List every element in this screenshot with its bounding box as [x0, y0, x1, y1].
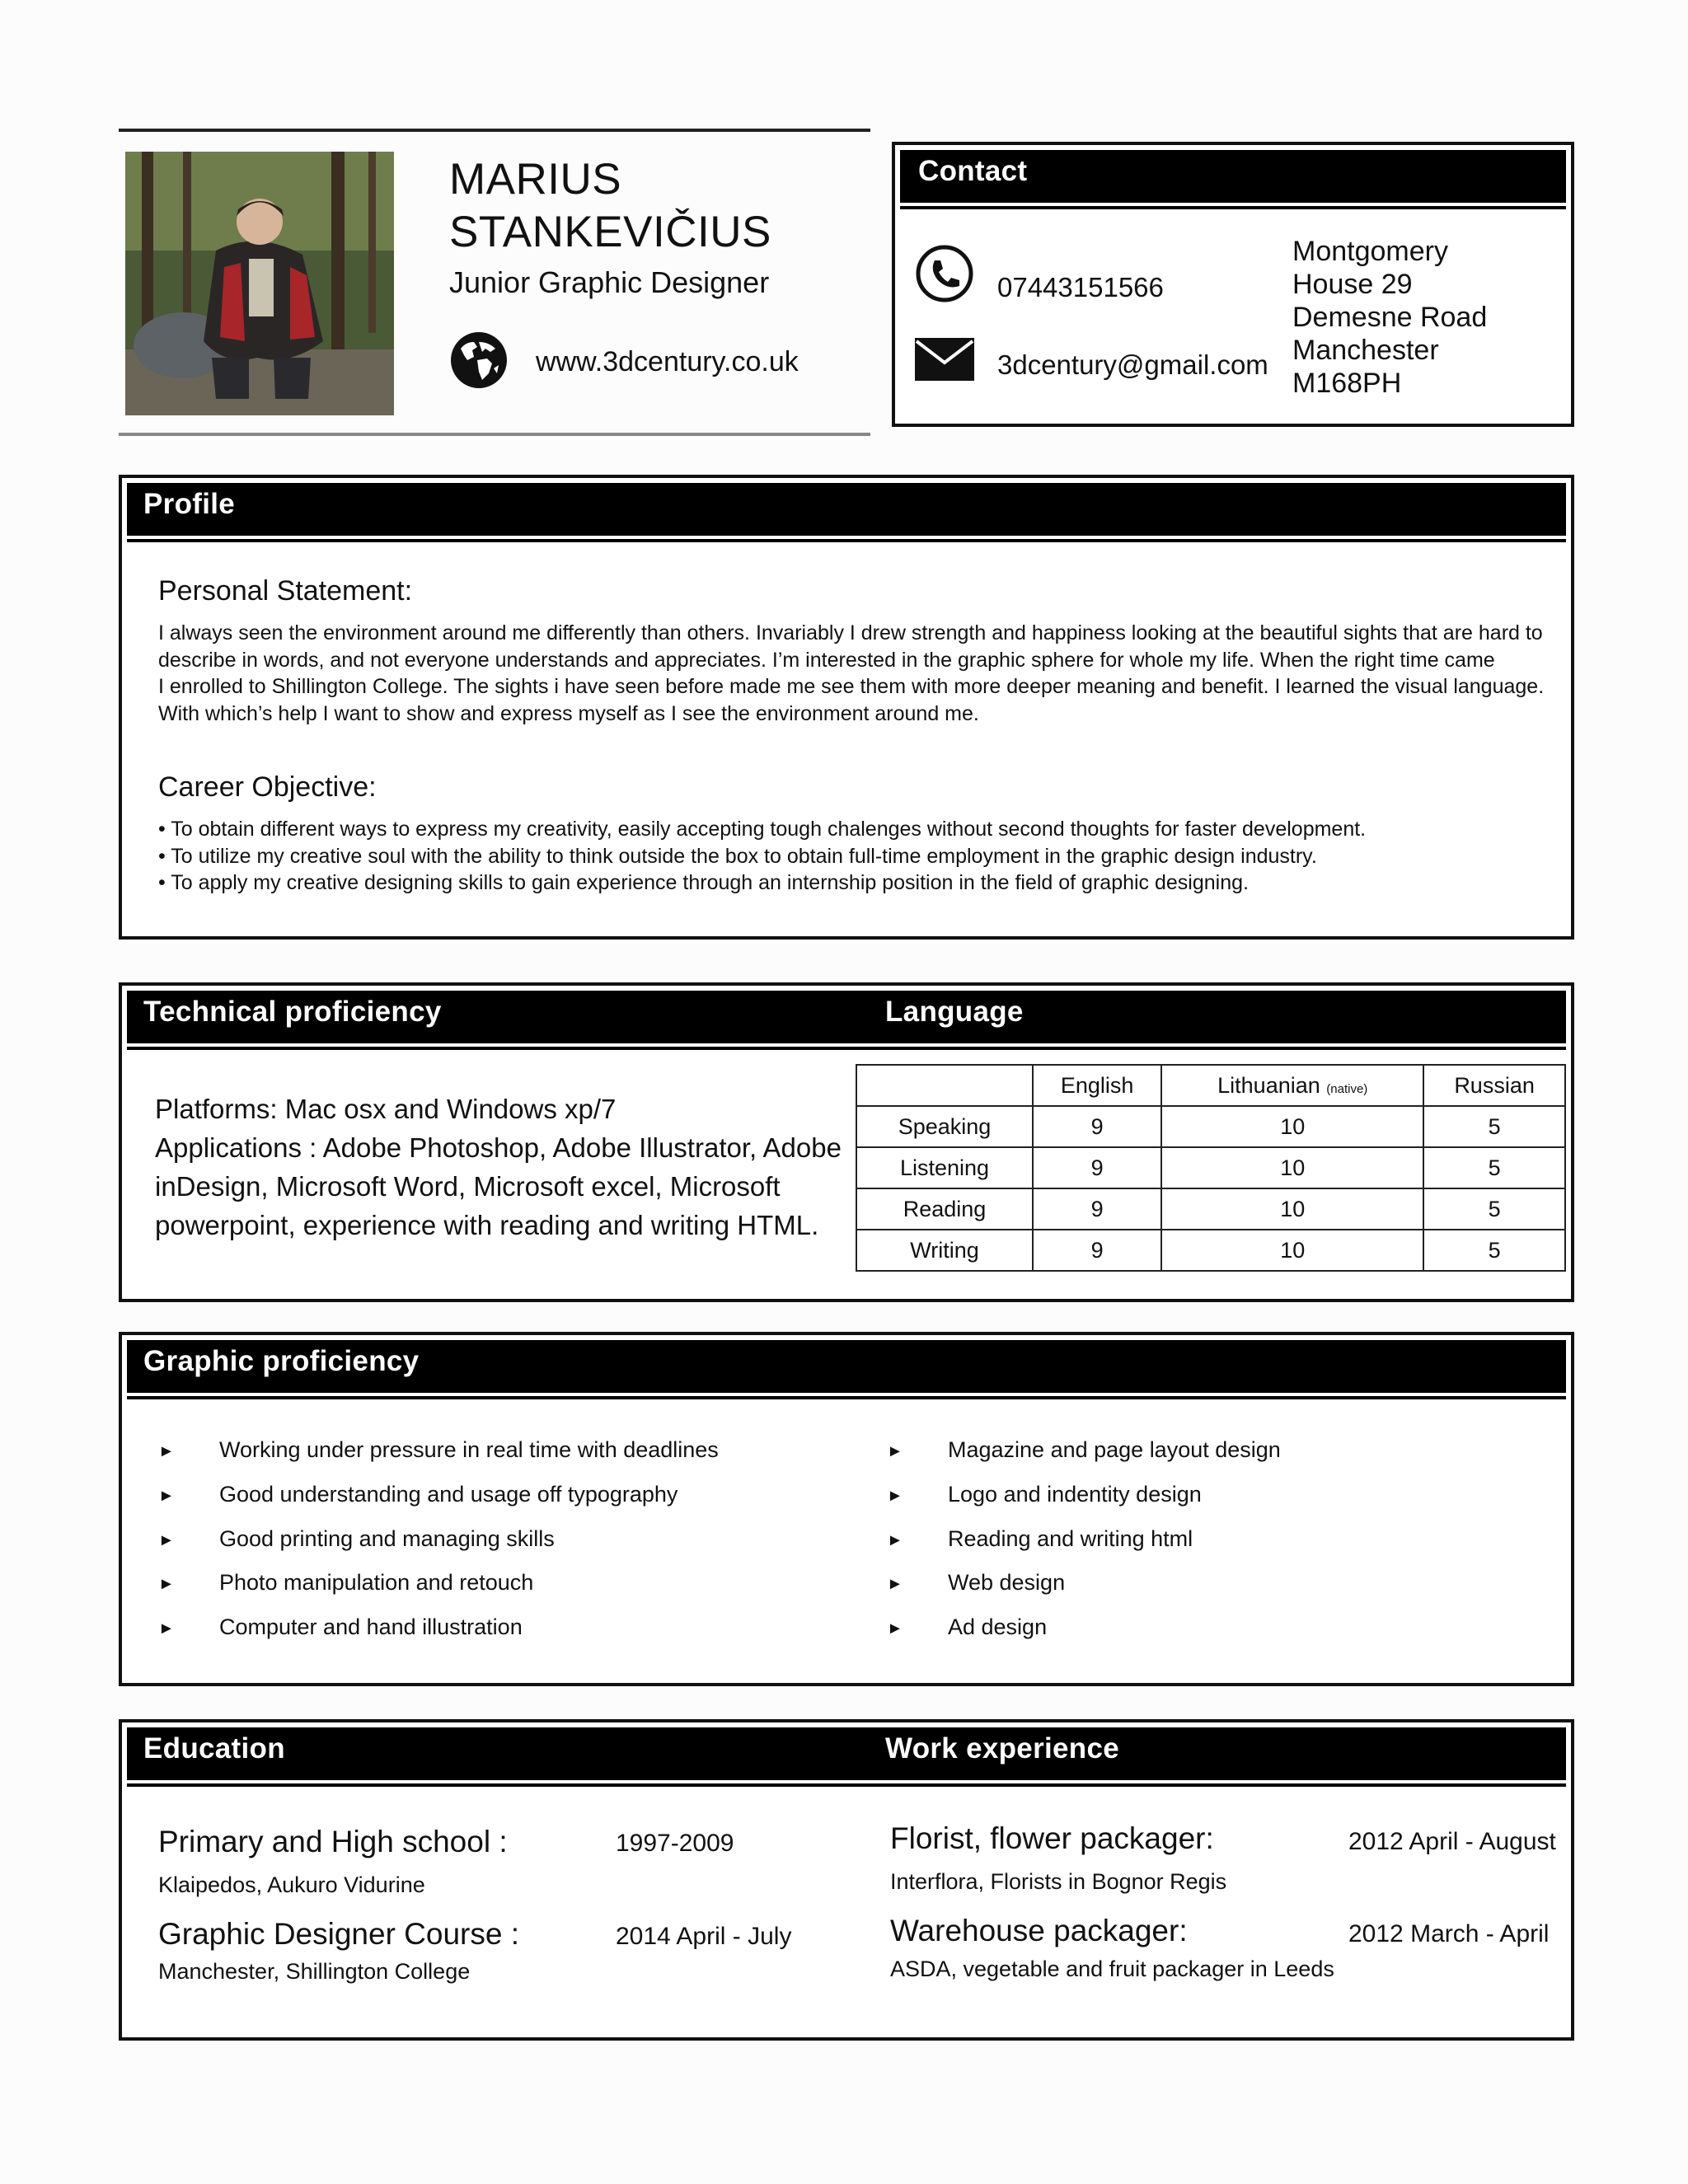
skill-score: 5	[1423, 1230, 1565, 1271]
bullet-arrow-icon: ►	[158, 1619, 175, 1638]
work-entry-title: Florist, flower packager:	[890, 1821, 1214, 1855]
language-title: Language	[885, 996, 1024, 1028]
list-item: Ad design	[948, 1615, 1048, 1639]
skill-score: 5	[1423, 1106, 1565, 1147]
bullet-arrow-icon: ►	[887, 1487, 903, 1505]
bullet-arrow-icon: ►	[887, 1442, 903, 1460]
education-entry-title: Primary and High school :	[158, 1825, 508, 1858]
personal-statement-heading: Personal Statement:	[158, 575, 413, 607]
education-entry-date: 1997-2009	[616, 1830, 734, 1857]
native-note: (native)	[1326, 1081, 1368, 1096]
list-item: Working under pressure in real time with deadlines	[219, 1437, 719, 1462]
profile-photo	[125, 152, 394, 415]
list-item: Magazine and page layout design	[948, 1437, 1281, 1462]
bullet-arrow-icon: ►	[887, 1531, 903, 1549]
profile-header-bar	[127, 483, 1566, 536]
skill-score: 9	[1033, 1147, 1161, 1188]
list-item: Good understanding and usage off typography	[219, 1482, 678, 1507]
statement-line: I enrolled to Shillington College. The sights i have seen before made me see them with more deeper meaning and benefit. I learned the visual language.	[158, 675, 1545, 698]
list-item: Reading and writing html	[948, 1526, 1193, 1551]
work-entry-place: Interflora, Florists in Bognor Regis	[890, 1869, 1227, 1894]
address-line: Manchester	[1292, 335, 1439, 366]
address-line: Montgomery	[1292, 236, 1448, 267]
skill-label: Reading	[856, 1188, 1033, 1230]
address-line: House 29	[1292, 269, 1413, 300]
language-column-header	[1161, 1065, 1423, 1106]
bullet-arrow-icon: ►	[158, 1442, 175, 1460]
table-row	[856, 1230, 1565, 1271]
tech-line: Platforms: Mac osx and Windows xp/7	[155, 1094, 617, 1124]
language-column-header: Russian	[1423, 1065, 1565, 1106]
graphic-header-rule	[127, 1396, 1566, 1399]
bullet-arrow-icon: ►	[158, 1531, 175, 1549]
bullet-arrow-icon: ►	[158, 1575, 175, 1593]
work-entry-date: 2012 March - April	[1348, 1920, 1550, 1947]
table-row	[856, 1106, 1565, 1147]
contact-title: Contact	[918, 155, 1028, 187]
list-item: Computer and hand illustration	[219, 1615, 523, 1639]
skill-score: 5	[1423, 1147, 1565, 1188]
skill-label: Listening	[856, 1147, 1033, 1188]
education-entry-date: 2014 April - July	[616, 1923, 792, 1950]
work-entry-date: 2012 April - August	[1348, 1828, 1556, 1855]
skill-score: 10	[1161, 1147, 1423, 1188]
tech-line: Applications : Adobe Photoshop, Adobe Illustrator, Adobe	[155, 1132, 842, 1163]
contact-header-rule	[900, 206, 1566, 209]
skill-score: 5	[1423, 1188, 1565, 1230]
address-line: M168PH	[1292, 368, 1402, 399]
objective-item: • To utilize my creative soul with the ability to think outside the box to obtain full-time employment in the graphic design industry.	[158, 844, 1317, 868]
skill-score: 9	[1033, 1188, 1161, 1230]
list-item: Good printing and managing skills	[219, 1526, 555, 1551]
personal-statement	[158, 620, 1559, 727]
email-address[interactable]: 3dcentury@gmail.com	[997, 349, 1268, 380]
profile-title: Profile	[143, 488, 236, 520]
education-header-bar	[127, 1727, 1566, 1780]
mail-icon	[915, 338, 974, 381]
tech-line: inDesign, Microsoft Word, Microsoft excel, Microsoft	[155, 1171, 781, 1202]
career-objective-heading: Career Objective:	[158, 771, 377, 803]
work-entry-title: Warehouse packager:	[890, 1914, 1188, 1947]
work-entry-place: ASDA, vegetable and fruit packager in Leeds	[890, 1957, 1334, 1981]
skill-label: Writing	[856, 1230, 1033, 1271]
globe-icon	[449, 330, 509, 390]
website-link[interactable]: www.3dcentury.co.uk	[536, 346, 799, 377]
phone-icon	[915, 244, 974, 303]
address-line: Demesne Road	[1292, 302, 1488, 333]
skill-score: 10	[1161, 1188, 1423, 1230]
job-title: Junior Graphic Designer	[449, 265, 770, 299]
language-name: Lithuanian	[1217, 1072, 1320, 1098]
bullet-arrow-icon: ►	[887, 1575, 903, 1593]
skill-label: Speaking	[856, 1106, 1033, 1147]
profile-header-rule	[127, 539, 1566, 542]
language-table	[856, 1064, 1566, 1272]
language-column-header: English	[1033, 1065, 1161, 1106]
postal-address	[1292, 235, 1487, 400]
technical-header-rule	[127, 1047, 1566, 1050]
bullet-arrow-icon: ►	[887, 1619, 903, 1638]
skill-score: 10	[1161, 1230, 1423, 1271]
profile-section	[119, 475, 1574, 940]
candidate-name	[449, 153, 771, 259]
table-corner-cell	[856, 1065, 1033, 1106]
table-row	[856, 1147, 1565, 1188]
header-top-rule	[119, 129, 870, 132]
skill-score: 9	[1033, 1230, 1161, 1271]
education-header-rule	[127, 1783, 1566, 1787]
technical-title: Technical proficiency	[143, 996, 442, 1028]
skill-score: 10	[1161, 1106, 1423, 1147]
education-entry-place: Manchester, Shillington College	[158, 1959, 471, 1984]
objective-item: • To apply my creative designing skills to gain experience through an internship position in the field of graphic designing.	[158, 871, 1249, 894]
education-entry-title: Graphic Designer Course :	[158, 1917, 520, 1951]
name-first: MARIUS	[449, 155, 622, 204]
table-row	[856, 1188, 1565, 1230]
statement-line: describe in words, and not everyone understands and appreciates. I’m interested in the graphic sphere for whole my life. When the right time came	[158, 648, 1495, 672]
phone-number[interactable]: 07443151566	[997, 272, 1164, 302]
statement-line: With which’s help I want to show and express myself as I see the environment around me.	[158, 701, 979, 725]
graphic-title: Graphic proficiency	[143, 1345, 420, 1377]
work-title: Work experience	[885, 1732, 1119, 1765]
list-item: Web design	[948, 1570, 1066, 1595]
statement-line: I always seen the environment around me differently than others. Invariably I drew strength and happiness looking at the beautiful sights that are hard to	[158, 621, 1543, 644]
bullet-arrow-icon: ►	[158, 1487, 175, 1505]
name-last: STANKEVIČIUS	[449, 208, 771, 256]
list-item: Photo manipulation and retouch	[219, 1570, 534, 1595]
technical-proficiency-text	[155, 1090, 864, 1244]
education-title: Education	[143, 1732, 285, 1765]
tech-line: powerpoint, experience with reading and writing HTML.	[155, 1210, 819, 1240]
list-item: Logo and indentity design	[948, 1482, 1202, 1507]
career-objectives	[158, 816, 1559, 897]
education-entry-place: Klaipedos, Aukuro Vidurine	[158, 1872, 425, 1897]
skill-score: 9	[1033, 1106, 1161, 1147]
objective-item: • To obtain different ways to express my creativity, easily accepting tough chalenges without second thoughts for faster development.	[158, 818, 1367, 841]
header-bottom-rule	[119, 433, 870, 436]
language-header-row	[856, 1065, 1565, 1106]
